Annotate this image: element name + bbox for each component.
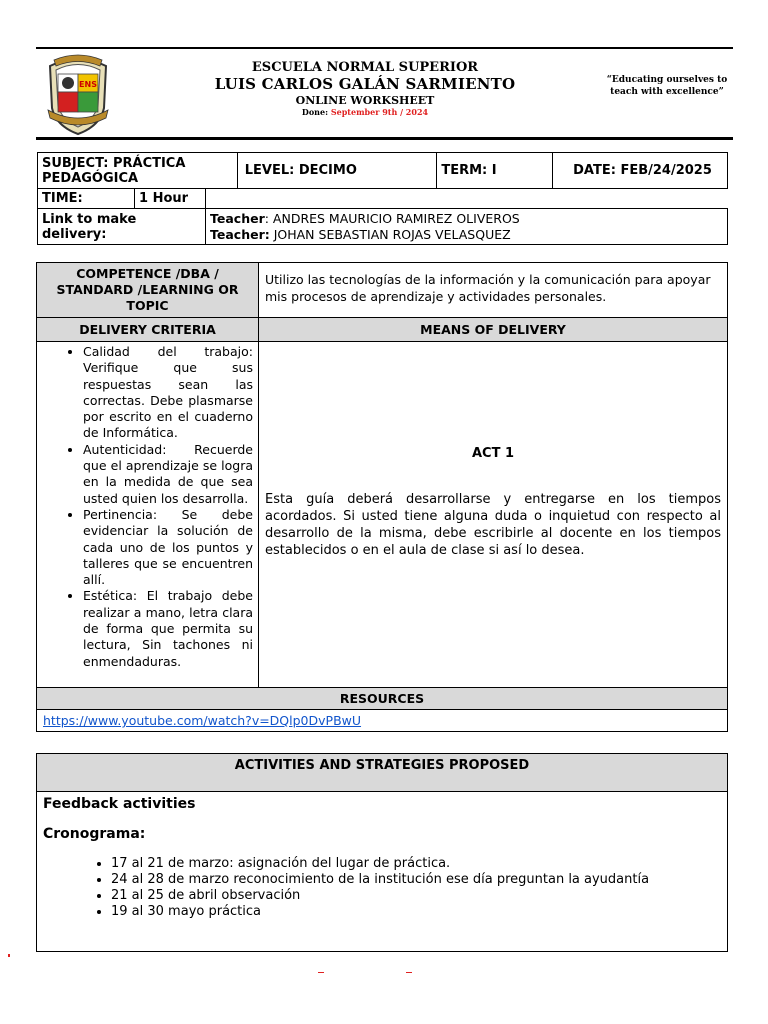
- competence-table: [36, 262, 728, 732]
- school-name-line1: ESCUELA NORMAL SUPERIOR: [251, 60, 479, 75]
- time-label: TIME:: [38, 189, 135, 209]
- time-value: 1 Hour: [135, 189, 206, 209]
- header-top-rule: [36, 47, 733, 49]
- school-title-block: [200, 60, 530, 117]
- level-cell: LEVEL: DECIMO: [237, 153, 437, 189]
- cronograma-item: • 19 al 30 mayo práctica: [111, 904, 721, 920]
- resources-header: RESOURCES: [37, 688, 728, 710]
- resource-link[interactable]: https://www.youtube.com/watch?v=DQlp0DvPBwU: [43, 713, 362, 728]
- resource-link-cell: [37, 710, 728, 732]
- criteria-header: DELIVERY CRITERIA: [37, 318, 259, 342]
- cronograma-item: • 21 al 25 de abril observación: [111, 888, 721, 904]
- stray-mark: [8, 954, 10, 957]
- criteria-item: • Autenticidad: Recuerde que el aprendizaje se logra en la medida de que sea usted quien los desarrolla.: [83, 442, 253, 507]
- school-motto: “Educating ourselves to teach with excellence”: [606, 75, 728, 97]
- school-name-line2: LUIS CARLOS GALÁN SARMIENTO: [214, 75, 516, 93]
- svg-text:ENS: ENS: [79, 80, 97, 89]
- header-bottom-rule: [36, 137, 733, 140]
- cronograma-item: • 17 al 21 de marzo: asignación del lugar de práctica.: [111, 856, 721, 872]
- term-cell: TERM: I: [437, 153, 553, 189]
- subject-cell: SUBJECT: PRÁCTICA PEDAGÓGICA: [38, 153, 238, 189]
- done-date: Done: September 9th / 2024: [301, 107, 429, 117]
- info-table: [37, 152, 728, 189]
- teacher-2: Teacher: JOHAN SEBASTIAN ROJAS VELASQUEZ: [210, 226, 511, 242]
- date-cell: DATE: FEB/24/2025: [553, 153, 728, 189]
- competence-text: Utilizo las tecnologías de la información y la comunicación para apoyar mis procesos de aprendizaje y actividades personales.: [259, 263, 728, 318]
- criteria-item: • Estética: El trabajo debe realizar a mano, letra clara de forma que permita su lectura, Sin tachones ni enmendaduras.: [83, 588, 253, 669]
- cronograma-list: [43, 856, 721, 920]
- competence-label: COMPETENCE /DBA / STANDARD /LEARNING OR TOPIC: [37, 263, 259, 318]
- criteria-item: • Calidad del trabajo: Verifique que sus respuestas sean las correctas. Debe plasmarse por escrito en el cuaderno de Informática.: [83, 344, 253, 442]
- stray-mark: [318, 972, 324, 973]
- info-table-lower: [37, 188, 728, 209]
- activities-table: [36, 753, 728, 952]
- teachers-cell: [206, 209, 728, 245]
- act-title: ACT 1: [471, 446, 515, 461]
- delivery-table: [37, 208, 728, 245]
- worksheet-label: ONLINE WORKSHEET: [295, 94, 435, 107]
- stray-mark: [406, 972, 412, 973]
- activities-header: ACTIVITIES AND STRATEGIES PROPOSED: [37, 754, 728, 792]
- feedback-label: Feedback activities: [43, 796, 196, 812]
- criteria-list: [37, 344, 253, 670]
- means-text: Esta guía deberá desarrollarse y entregarse en los tiempos acordados. Si usted tiene alguna duda o inquietud con respecto al desarrollo de la misma, debe escribirle al docente en los tiempos establecidos o en el aula de clase si así lo desea.: [265, 492, 721, 558]
- criteria-list-cell: [37, 342, 259, 688]
- teacher-1: Teacher: ANDRES MAURICIO RAMIREZ OLIVEROS: [210, 210, 520, 226]
- means-header: MEANS OF DELIVERY: [259, 318, 728, 342]
- cronograma-label: Cronograma:: [43, 826, 146, 842]
- criteria-item: • Pertinencia: Se debe evidenciar la solución de cada uno de los puntos y talleres que se encuentren allí.: [83, 507, 253, 588]
- means-cell: [259, 342, 728, 688]
- school-crest-logo: [44, 52, 112, 136]
- activities-body: [37, 792, 728, 952]
- cronograma-item: • 24 al 28 de marzo reconocimiento de la institución ese día preguntan la ayudantía: [111, 872, 721, 888]
- delivery-link-label: Link to make delivery:: [38, 209, 206, 245]
